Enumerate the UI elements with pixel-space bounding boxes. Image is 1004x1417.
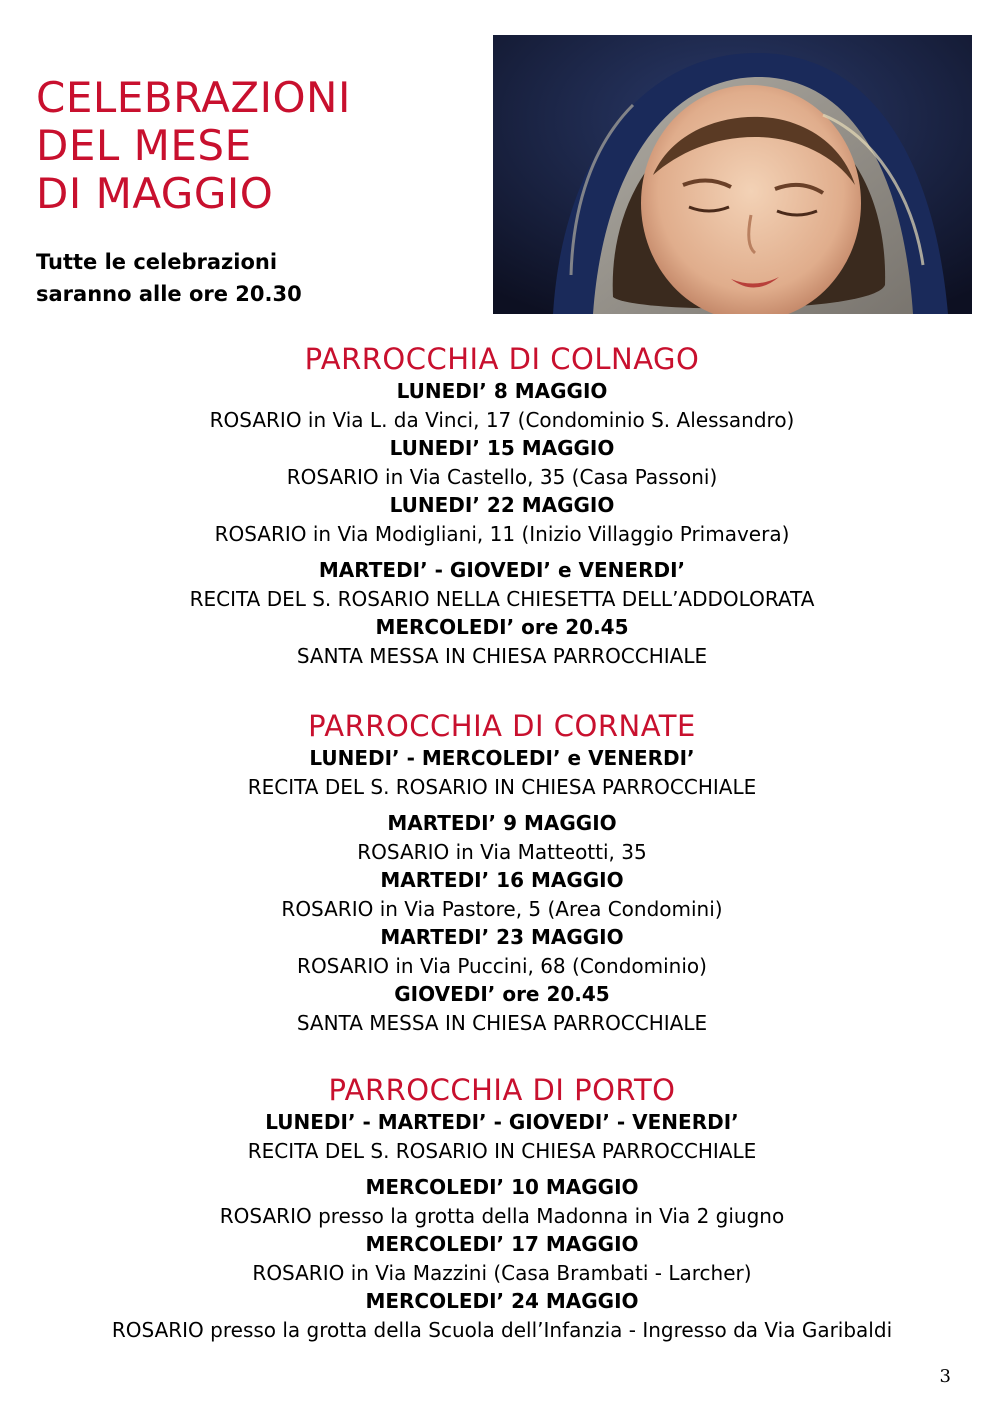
subtitle — [36, 246, 302, 310]
schedule-day: GIOVEDI’ ore 20.45 — [394, 982, 610, 1006]
schedule-desc: ROSARIO in Via Modigliani, 11 (Inizio Villaggio Primavera) — [214, 522, 790, 546]
title-line-1: CELEBRAZIONI — [36, 73, 351, 122]
schedule-day: MARTEDI’ 9 MAGGIO — [387, 811, 617, 835]
page-number: 3 — [939, 1366, 951, 1387]
schedule-desc: RECITA DEL S. ROSARIO IN CHIESA PARROCCHIALE — [247, 1139, 757, 1163]
schedule-desc: ROSARIO presso la grotta della Scuola dell’Infanzia - Ingresso da Via Garibaldi — [111, 1318, 893, 1342]
schedule-desc: SANTA MESSA IN CHIESA PARROCCHIALE — [296, 644, 708, 668]
spacer — [0, 801, 1004, 809]
section-title-colnago: PARROCCHIA DI COLNAGO — [304, 342, 700, 376]
schedule-desc: SANTA MESSA IN CHIESA PARROCCHIALE — [296, 1011, 708, 1035]
section-title-porto: PARROCCHIA DI PORTO — [328, 1073, 676, 1107]
schedule-desc: ROSARIO in Via Puccini, 68 (Condominio) — [297, 954, 707, 978]
spacer — [0, 1165, 1004, 1173]
schedule-day: MARTEDI’ - GIOVEDI’ e VENERDI’ — [318, 558, 686, 582]
schedule-day: MARTEDI’ 16 MAGGIO — [380, 868, 624, 892]
schedule-day: LUNEDI’ - MERCOLEDI’ e VENERDI’ — [309, 746, 695, 770]
page-title — [36, 74, 351, 218]
schedule-desc: ROSARIO in Via Mazzini (Casa Brambati - Larcher) — [252, 1261, 752, 1285]
schedule-day: MERCOLEDI’ 24 MAGGIO — [365, 1289, 639, 1313]
section-title-cornate: PARROCCHIA DI CORNATE — [308, 709, 696, 743]
madonna-portrait-icon — [493, 35, 972, 314]
title-line-3: DI MAGGIO — [36, 169, 274, 218]
schedule-desc: ROSARIO in Via L. da Vinci, 17 (Condominio S. Alessandro) — [209, 408, 795, 432]
schedule-desc: ROSARIO presso la grotta della Madonna in Via 2 giugno — [219, 1204, 785, 1228]
schedule-sections — [0, 1072, 1004, 1344]
spacer — [0, 548, 1004, 556]
schedule-day: LUNEDI’ 15 MAGGIO — [389, 436, 615, 460]
schedule-desc: RECITA DEL S. ROSARIO NELLA CHIESETTA DELL’ADDOLORATA — [189, 587, 815, 611]
schedule-day: LUNEDI’ 22 MAGGIO — [389, 493, 615, 517]
schedule-day: LUNEDI’ 8 MAGGIO — [396, 379, 608, 403]
subtitle-line-1: Tutte le celebrazioni — [36, 250, 278, 274]
schedule-desc: RECITA DEL S. ROSARIO IN CHIESA PARROCCHIALE — [247, 775, 757, 799]
schedule-day: MERCOLEDI’ ore 20.45 — [375, 615, 629, 639]
schedule-desc: ROSARIO in Via Pastore, 5 (Area Condomini) — [281, 897, 723, 921]
schedule-day: MERCOLEDI’ 17 MAGGIO — [365, 1232, 639, 1256]
schedule-sections — [0, 708, 1004, 1037]
schedule-day: MERCOLEDI’ 10 MAGGIO — [365, 1175, 639, 1199]
schedule-sections — [0, 341, 1004, 670]
schedule-day: MARTEDI’ 23 MAGGIO — [380, 925, 624, 949]
schedule-desc: ROSARIO in Via Matteotti, 35 — [357, 840, 647, 864]
title-line-2: DEL MESE — [36, 121, 252, 170]
schedule-day: LUNEDI’ - MARTEDI’ - GIOVEDI’ - VENERDI’ — [265, 1110, 739, 1134]
subtitle-line-2: saranno alle ore 20.30 — [36, 282, 302, 306]
schedule-desc: ROSARIO in Via Castello, 35 (Casa Passoni) — [286, 465, 718, 489]
